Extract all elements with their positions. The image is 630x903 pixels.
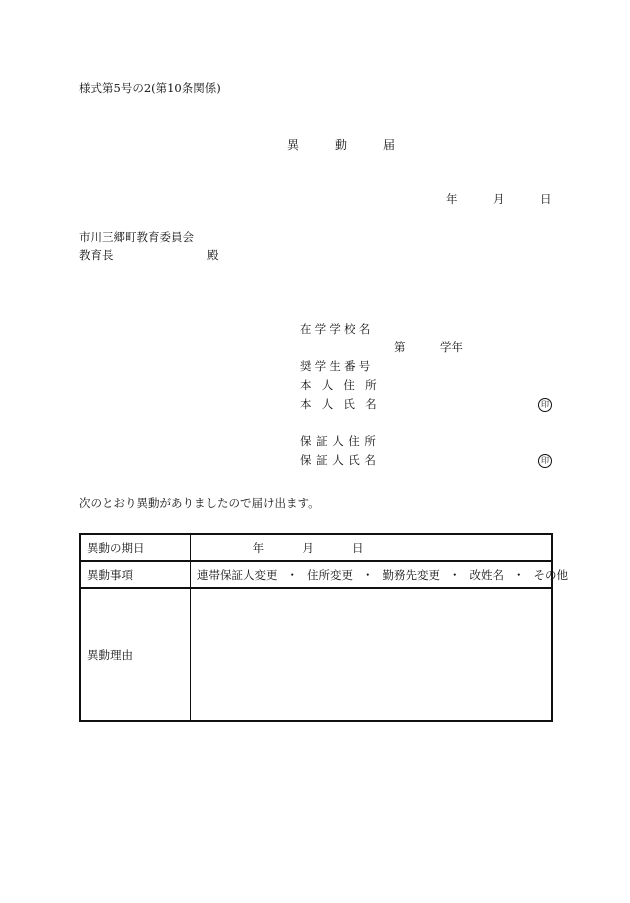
table-date-month: 月 <box>302 540 314 555</box>
date-month-label: 月 <box>493 192 505 206</box>
table-row-reason <box>80 588 552 721</box>
items-row-label: 異動事項 <box>80 561 191 588</box>
change-details-table <box>79 533 568 722</box>
guarantor-name-label: 保証人氏名 <box>300 453 381 467</box>
item-other[interactable]: その他 <box>533 567 568 582</box>
items-row-value[interactable] <box>191 561 568 588</box>
addressee-position: 教育長 <box>79 248 114 262</box>
scholar-number-label: 奨学生番号 <box>300 359 374 373</box>
guarantor-seal-icon: 印 <box>538 454 552 468</box>
grade-prefix: 第 <box>394 340 406 354</box>
reason-row-value[interactable] <box>191 588 553 721</box>
item-address-change[interactable]: 住所変更 <box>307 567 353 582</box>
addressee-honorific: 殿 <box>207 248 219 262</box>
item-separator: ・ <box>286 567 298 582</box>
grade-suffix: 学年 <box>440 340 463 354</box>
table-date-day: 日 <box>351 540 364 555</box>
page-title: 異 動 届 <box>287 138 408 152</box>
table-date-year: 年 <box>252 540 265 555</box>
applicant-seal-icon: 印 <box>538 398 552 412</box>
item-separator: ・ <box>362 567 374 582</box>
table-row-items <box>80 561 552 588</box>
date-row-value[interactable] <box>191 534 553 561</box>
statement-text: 次のとおり異動がありましたので届け出ます。 <box>79 496 320 510</box>
form-number: 様式第5号の2(第10条関係) <box>79 81 221 95</box>
addressee-org: 市川三郷町教育委員会 <box>79 230 194 244</box>
item-separator: ・ <box>513 567 525 582</box>
item-separator: ・ <box>449 567 461 582</box>
date-day-label: 日 <box>540 192 552 206</box>
item-name-change[interactable]: 改姓名 <box>469 567 504 582</box>
guarantor-address-label: 保証人住所 <box>300 434 381 448</box>
table-row-date <box>80 534 552 561</box>
reason-row-label: 異動理由 <box>80 588 191 721</box>
item-workplace-change[interactable]: 勤務先変更 <box>382 567 440 582</box>
applicant-address-label: 本人住所 <box>300 378 387 392</box>
item-guarantor-change[interactable]: 連帯保証人変更 <box>197 567 278 582</box>
date-year-label: 年 <box>446 192 458 206</box>
school-name-label: 在学学校名 <box>300 322 374 336</box>
applicant-name-label: 本人氏名 <box>300 397 387 411</box>
date-row-label: 異動の期日 <box>80 534 191 561</box>
